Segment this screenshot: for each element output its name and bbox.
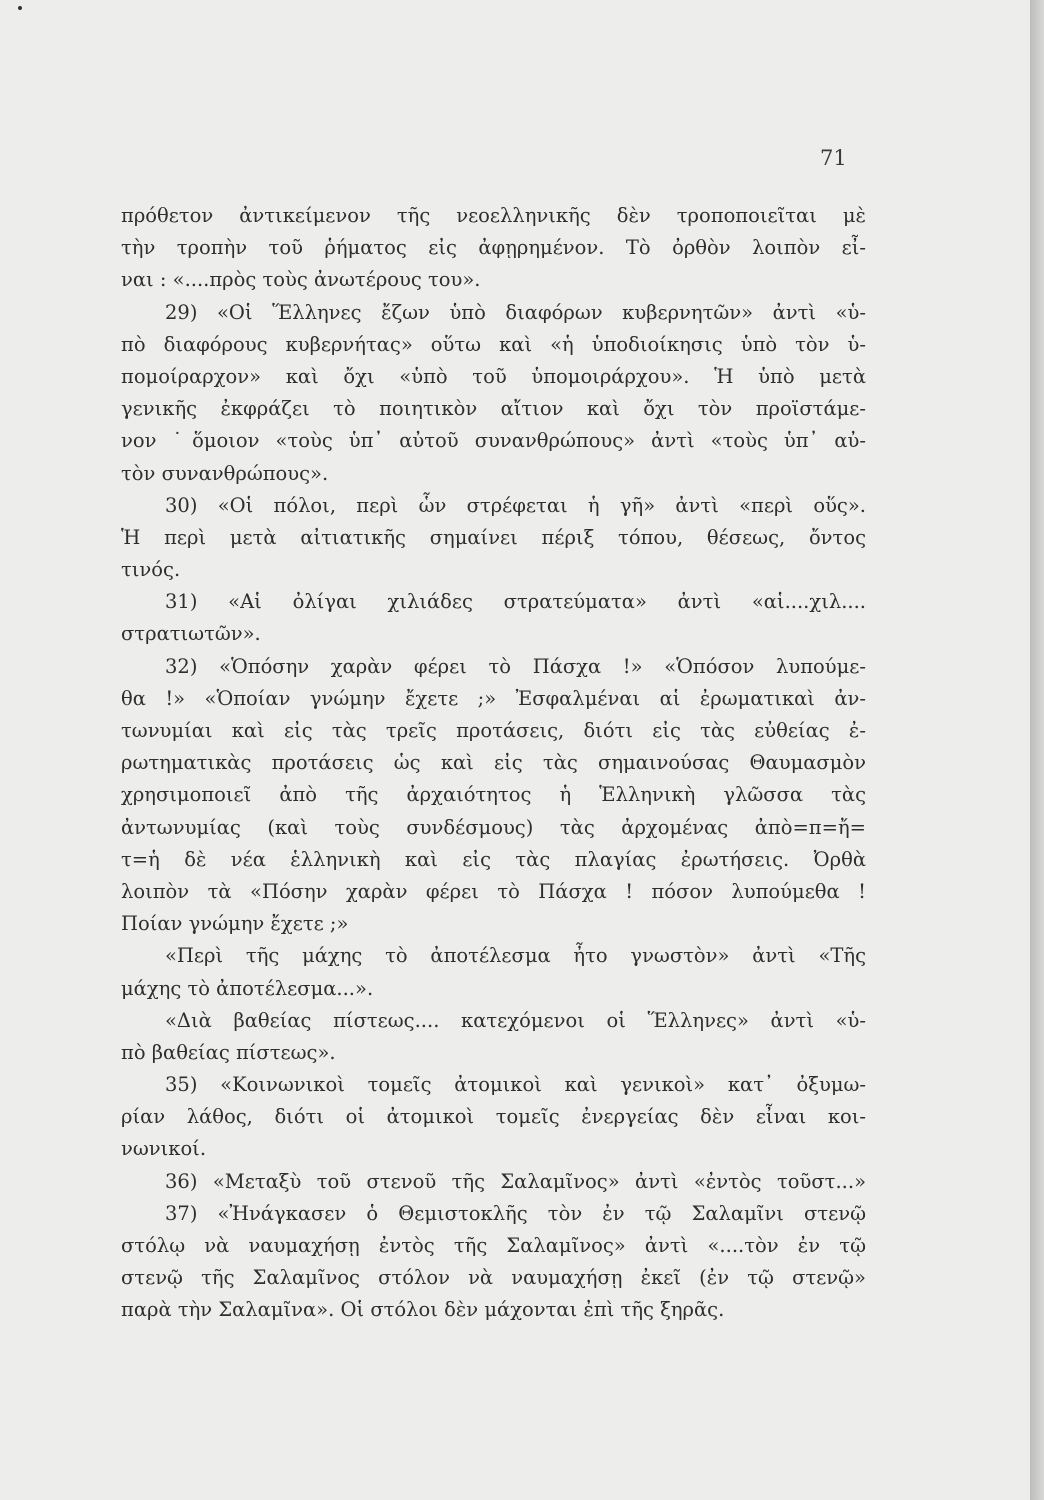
page-edge-shadow [1030,0,1044,1500]
text-line: τωνυμίαι καὶ εἰς τὰς τρεῖς προτάσεις, διότι εἰς τὰς εὐθείας ἐ- [121,719,866,742]
text-line: νωνικοί. [121,1137,207,1161]
text-line: χρησιμοποιεῖ ἀπὸ τῆς ἀρχαιότητος ἡ Ἑλληνικὴ γλῶσσα τὰς [121,783,866,807]
text-line: ναι : «....πρὸς τοὺς ἀνωτέρους του». [121,268,481,292]
text-line: τὴν τροπὴν τοῦ ῥήματος εἰς ἀφῃρημένον. Τὸ ὀρθὸν λοιπὸν εἶ- [121,236,866,260]
text-line: πρόθετον ἀντικείμενον τῆς νεοελληνικῆς δὲν τροποποιεῖται μὲ [121,204,866,227]
text-line: νον ˙ὅμοιον «τοὺς ὑπ᾽ αὐτοῦ συνανθρώπους» ἀντὶ «τοὺς ὑπ᾽ αὐ- [121,429,866,453]
text-line: 30) «Οἱ πόλοι, περὶ ὧν στρέφεται ἡ γῆ» ἀντὶ «περὶ οὕς». [165,493,866,517]
text-line: 37) «Ἠνάγκασεν ὁ Θεμιστοκλῆς τὸν ἐν τῷ Σαλαμῖνι στενῷ [165,1201,866,1225]
text-line: τὸν συνανθρώπους». [121,461,329,485]
text-line: 29) «Οἱ Ἕλληνες ἔζων ὑπὸ διαφόρων κυβερνητῶν» ἀντὶ «ὑ- [165,300,866,324]
text-line: πὸ διαφόρους κυβερνήτας» οὕτω καὶ «ἡ ὑποδιοίκησις ὑπὸ τὸν ὑ- [121,332,866,356]
text-line: τ=ἡ δὲ νέα ἑλληνικὴ καὶ εἰς τὰς πλαγίας ἐρωτήσεις. Ὀρθὰ [121,847,866,871]
text-line: τινός. [121,558,181,582]
text-line: λοιπὸν τὰ «Πόσην χαρὰν φέρει τὸ Πάσχα ! πόσον λυπούμεθα ! [121,879,866,903]
text-line: γενικῆς ἐκφράζει τὸ ποιητικὸν αἴτιον καὶ ὄχι τὸν προϊστάμε- [121,397,866,421]
text-line: στόλῳ νὰ ναυμαχήσῃ ἐντὸς τῆς Σαλαμῖνος» ἀντὶ «....τὸν ἐν τῷ [121,1234,866,1257]
scan-speck [18,6,22,10]
text-line: ρωτηματικὰς προτάσεις ὡς καὶ εἰς τὰς σημαινούσας Θαυμασμὸν [121,751,866,775]
text-line: στρατιωτῶν». [121,622,261,646]
text-line: 32) «Ὁπόσην χαρὰν φέρει τὸ Πάσχα !» «Ὁπόσον λυπούμε- [165,654,866,678]
text-line: πὸ βαθείας πίστεως». [121,1040,336,1064]
text-line: «Διὰ βαθείας πίστεως.... κατεχόμενοι οἱ Ἕλληνες» ἀντὶ «ὑ- [165,1008,866,1032]
text-line: στενῷ τῆς Σαλαμῖνος στόλον νὰ ναυμαχήσῃ ἐκεῖ (ἐν τῷ στενῷ» [121,1266,866,1290]
page-number: 71 [820,146,847,170]
text-line: 31) «Αἱ ὀλίγαι χιλιάδες στρατεύματα» ἀντὶ «αἱ....χιλ.... [165,590,866,614]
text-line: θα !» «Ὁποίαν γνώμην ἔχετε ;» Ἐσφαλμέναι αἱ ἐρωματικαὶ ἀν- [121,686,866,710]
text-line: παρὰ τὴν Σαλαμῖνα». Οἱ στόλοι δὲν μάχονται ἐπὶ τῆς ξηρᾶς. [121,1298,725,1322]
text-line: ρίαν λάθος, διότι οἱ ἀτομικοὶ τομεῖς ἐνεργείας δὲν εἶναι κοι- [121,1105,866,1129]
text-line: ἀντωνυμίας (καὶ τοὺς συνδέσμους) τὰς ἀρχομένας ἀπὸ=π=ἤ= [121,815,866,839]
body-text [121,200,866,1327]
text-line: μάχης τὸ ἀποτέλεσμα...». [121,976,374,1000]
text-line: Ἡ περὶ μετὰ αἰτιατικῆς σημαίνει πέριξ τόπου, θέσεως, ὄντος [121,525,866,549]
text-line: «Περὶ τῆς μάχης τὸ ἀποτέλεσμα ἦτο γνωστὸν» ἀντὶ «Τῆς [165,944,866,968]
text-line: 36) «Μεταξὺ τοῦ στενοῦ τῆς Σαλαμῖνος» ἀντὶ «ἐντὸς τοῦστ...» [165,1169,866,1193]
text-line: Ποίαν γνώμην ἔχετε ;» [121,912,349,936]
text-line: 35) «Κοινωνικοὶ τομεῖς ἀτομικοὶ καὶ γενικοὶ» κατ᾽ ὀξυμω- [165,1073,866,1097]
text-line: πομοίραρχον» καὶ ὄχι «ὑπὸ τοῦ ὑπομοιράρχου». Ἡ ὑπὸ μετὰ [121,364,866,388]
